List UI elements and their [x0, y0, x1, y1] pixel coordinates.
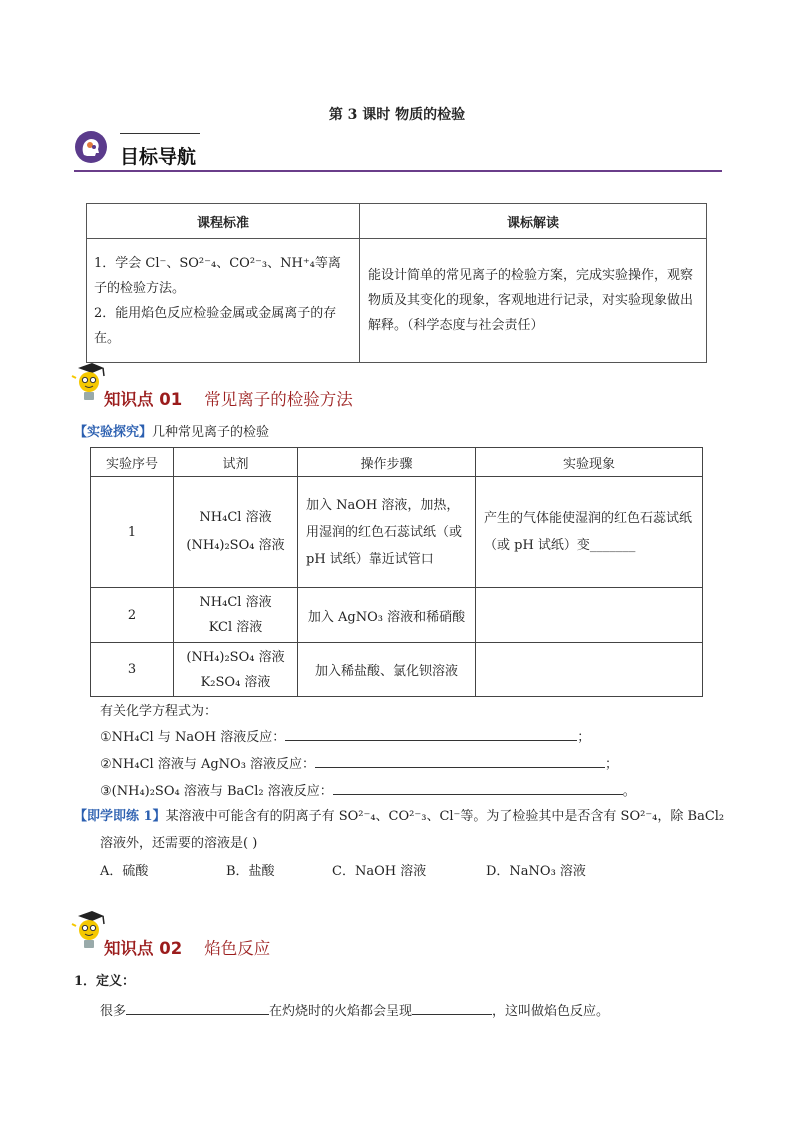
standards-left-cell	[87, 239, 360, 363]
standards-header-left: 课程标准	[87, 204, 360, 239]
answer-blank[interactable]	[126, 1002, 269, 1015]
step-cell: 加入 AgNO₃ 溶液和稀硝酸	[298, 588, 476, 643]
reagent-a: (NH₄)₂SO₄ 溶液	[186, 649, 285, 665]
practice-question	[74, 805, 724, 824]
definition-label: 1．定义：	[74, 974, 136, 989]
brain-head-icon	[74, 130, 108, 164]
row-number: 1	[91, 477, 174, 588]
definition-text-b: 在灼烧时的火焰都会呈现	[269, 1004, 413, 1019]
equations-intro: 有关化学方程式为：	[100, 704, 218, 719]
reagent-cell	[174, 643, 298, 697]
row-number: 2	[91, 588, 174, 643]
nav-top-line	[120, 133, 200, 134]
reagent-b: KCl 溶液	[208, 620, 263, 635]
result-cell: 产生的气体能使湿润的红色石蕊试纸（或 pH 试纸）变_______	[476, 477, 703, 588]
practice-tag: 【即学即练 1】	[74, 809, 166, 824]
option-c[interactable]: C．NaOH 溶液	[332, 864, 427, 879]
table-row	[91, 477, 703, 588]
exp-header-result: 实验现象	[476, 448, 703, 477]
exp-header-no: 实验序号	[91, 448, 174, 477]
page-title: 第 3 课时 物质的检验	[328, 107, 466, 123]
equation-line-3	[100, 780, 636, 799]
experiment-text: 几种常见离子的检验	[152, 425, 270, 440]
standard-item-1: 1．学会 Cl⁻、SO²⁻₄、CO²⁻₃、NH⁺₄等离子的检验方法。	[94, 255, 341, 296]
option-b[interactable]: B．盐酸	[226, 864, 275, 879]
table-row	[91, 588, 703, 643]
result-cell	[476, 643, 703, 697]
exp-header-reagent: 试剂	[174, 448, 298, 477]
practice-text-1: 某溶液中可能含有的阴离子有 SO²⁻₄、CO²⁻₃、Cl⁻等。为了检验其中是否含有 SO²⁻₄，除 BaCl₂	[165, 809, 725, 824]
exp-header-step: 操作步骤	[298, 448, 476, 477]
equation-1-end: ；	[577, 730, 591, 745]
step-cell: 加入稀盐酸、氯化钡溶液	[298, 643, 476, 697]
reagent-cell	[174, 588, 298, 643]
practice-text-2: 溶液外，还需要的溶液是( )	[100, 836, 258, 851]
experiment-table	[90, 447, 703, 697]
answer-blank[interactable]	[285, 728, 577, 741]
reagent-cell	[174, 477, 298, 588]
table-row	[91, 643, 703, 697]
kp2-number: 知识点 02	[104, 939, 183, 958]
scholar-bulb-icon	[70, 910, 108, 954]
knowledge-point-01	[104, 386, 353, 410]
kp1-number: 知识点 01	[104, 390, 183, 409]
equation-3-label: ③(NH₄)₂SO₄ 溶液与 BaCl₂ 溶液反应：	[100, 784, 333, 799]
definition-line	[100, 1000, 609, 1019]
experiment-intro	[74, 421, 269, 440]
knowledge-point-02	[104, 935, 270, 959]
answer-blank[interactable]	[333, 782, 623, 795]
reagent-a: NH₄Cl 溶液	[199, 510, 272, 525]
definition-text-c: ，这叫做焰色反应。	[492, 1004, 610, 1019]
option-a[interactable]: A．硫酸	[100, 864, 149, 879]
step-cell: 加入 NaOH 溶液，加热，用湿润的红色石蕊试纸（或 pH 试纸）靠近试管口	[298, 477, 476, 588]
answer-blank[interactable]	[315, 755, 605, 768]
section-nav-title: 目标导航	[120, 146, 197, 168]
equation-line-2	[100, 753, 618, 772]
standards-right-cell: 能设计简单的常见离子的检验方案，完成实验操作，观察物质及其变化的现象，客观地进行记录，对实验现象做出解释。（科学态度与社会责任）	[360, 239, 707, 363]
equation-3-end: 。	[622, 784, 636, 799]
reagent-b: K₂SO₄ 溶液	[200, 674, 271, 690]
kp1-title: 常见离子的检验方法	[204, 390, 353, 409]
equation-line-1	[100, 726, 590, 745]
kp2-title: 焰色反应	[204, 939, 271, 958]
nav-divider	[74, 170, 722, 172]
option-d[interactable]: D．NaNO₃ 溶液	[486, 864, 586, 879]
reagent-b: (NH₄)₂SO₄ 溶液	[186, 538, 285, 553]
standards-header-right: 课标解读	[360, 204, 707, 239]
scholar-bulb-icon	[70, 362, 108, 406]
definition-text-a: 很多	[100, 1004, 127, 1019]
experiment-tag: 【实验探究】	[74, 425, 153, 440]
reagent-a: NH₄Cl 溶液	[199, 595, 272, 610]
equation-2-label: ②NH₄Cl 溶液与 AgNO₃ 溶液反应：	[100, 757, 316, 772]
row-number: 3	[91, 643, 174, 697]
equation-1-label: ①NH₄Cl 与 NaOH 溶液反应：	[100, 730, 286, 745]
equation-2-end: ；	[605, 757, 619, 772]
standards-table	[86, 203, 707, 363]
result-cell	[476, 588, 703, 643]
answer-blank[interactable]	[412, 1002, 492, 1015]
standard-item-2: 2．能用焰色反应检验金属或金属离子的存在。	[94, 305, 337, 346]
